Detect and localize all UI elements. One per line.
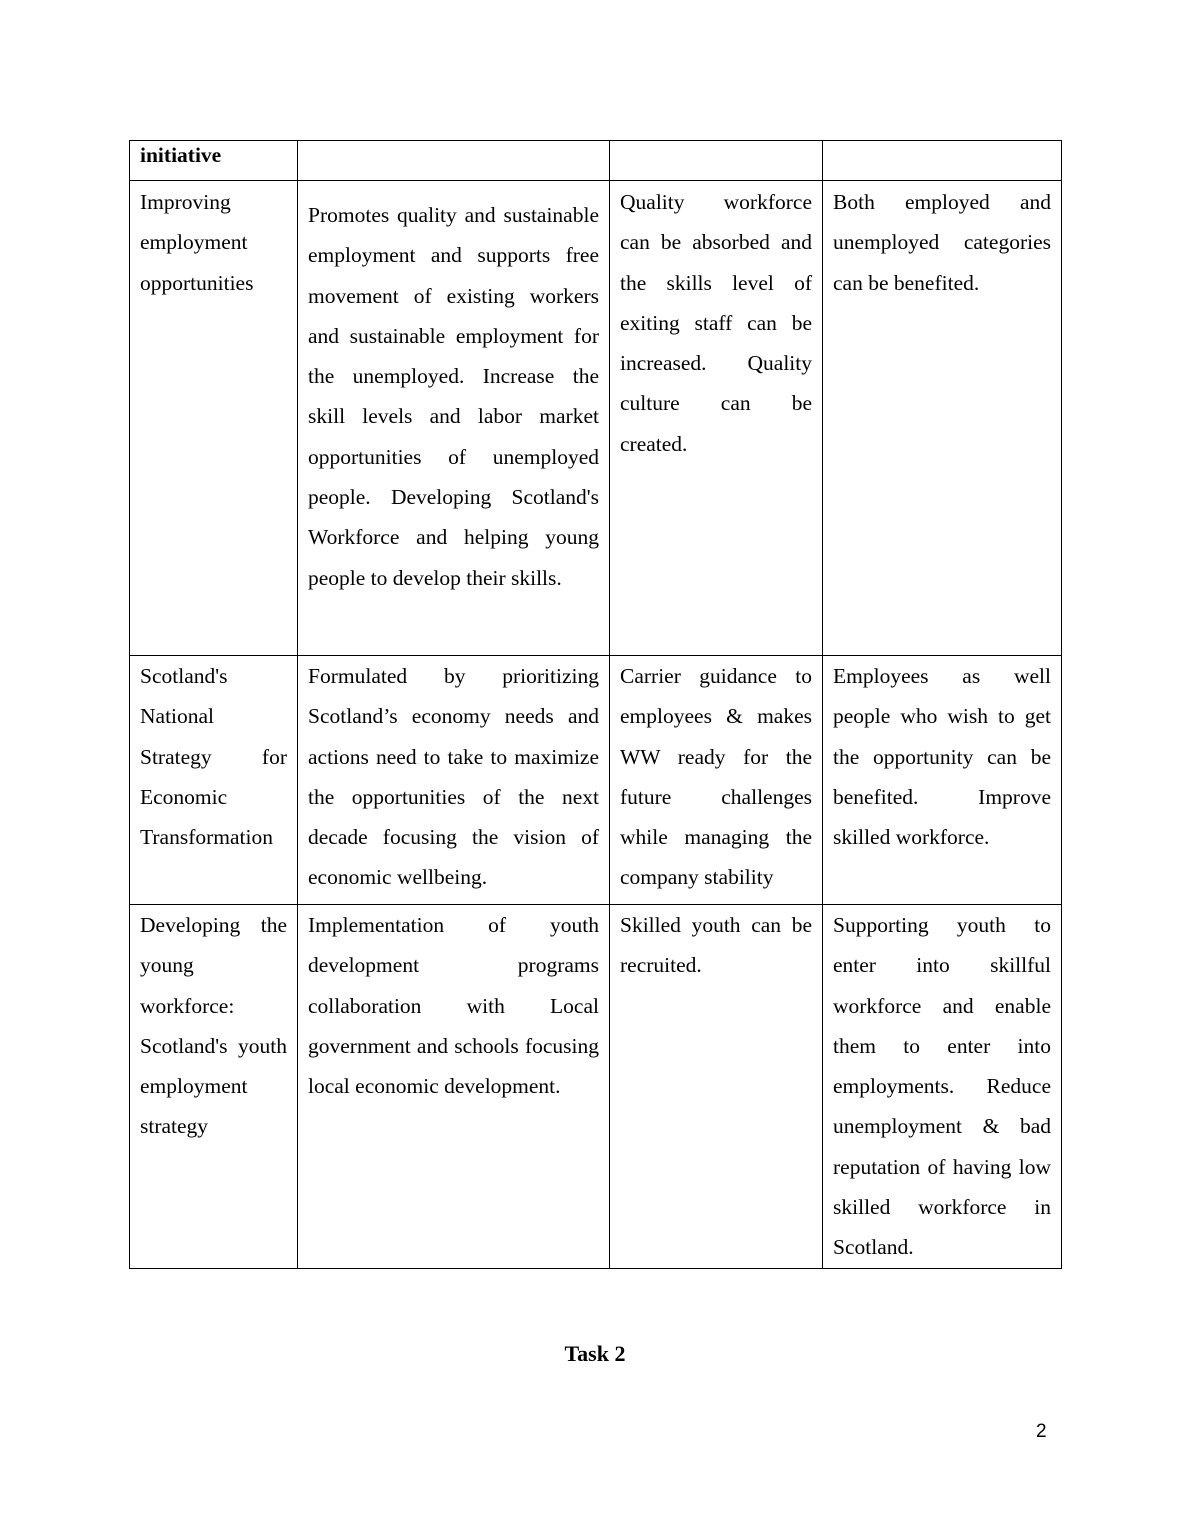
table-row bbox=[130, 181, 1062, 656]
table-cell bbox=[298, 141, 610, 181]
description-cell: Implementation of youth development programs collaboration with Local government and schools focusing local economic development. bbox=[298, 905, 610, 1269]
header-cell-label: initiative bbox=[140, 143, 222, 167]
table-row bbox=[130, 141, 1062, 181]
table-cell bbox=[823, 141, 1062, 181]
table-row bbox=[130, 656, 1062, 905]
table-cell bbox=[130, 141, 298, 181]
table-row bbox=[130, 905, 1062, 1269]
initiative-cell: Scotland's National Strategy for Economic Transformation bbox=[130, 656, 298, 905]
page-number: 2 bbox=[1036, 1421, 1047, 1442]
task-heading: Task 2 bbox=[564, 1341, 626, 1366]
table-cell bbox=[610, 141, 823, 181]
impact-cell: Quality workforce can be absorbed and the skills level of exiting staff can be increased. Quality culture can be created. bbox=[610, 181, 823, 656]
impact-cell: Skilled youth can be recruited. bbox=[610, 905, 823, 1269]
initiatives-table bbox=[129, 140, 1062, 1269]
description-cell: Promotes quality and sustainable employment and supports free movement of existing workers and sustainable employment for the unemployed. Increase the skill levels and labor market opportunities of unemployed people. Developing Scotland's Workforce and helping young people to develop their skills. bbox=[298, 181, 610, 656]
beneficiaries-cell: Supporting youth to enter into skillful workforce and enable them to enter into employments. Reduce unemployment & bad reputation of having low skilled workforce in Scotland. bbox=[823, 905, 1062, 1269]
impact-cell: Carrier guidance to employees & makes WW ready for the future challenges while managing the company stability bbox=[610, 656, 823, 905]
description-cell: Formulated by prioritizing Scotland’s economy needs and actions need to take to maximize the opportunities of the next decade focusing the vision of economic wellbeing. bbox=[298, 656, 610, 905]
beneficiaries-cell: Employees as well people who wish to get the opportunity can be benefited. Improve skilled workforce. bbox=[823, 656, 1062, 905]
beneficiaries-cell: Both employed and unemployed categories can be benefited. bbox=[823, 181, 1062, 656]
initiative-cell: Improving employment opportunities bbox=[130, 181, 298, 656]
initiative-cell: Developing the young workforce: Scotland's youth employment strategy bbox=[130, 905, 298, 1269]
